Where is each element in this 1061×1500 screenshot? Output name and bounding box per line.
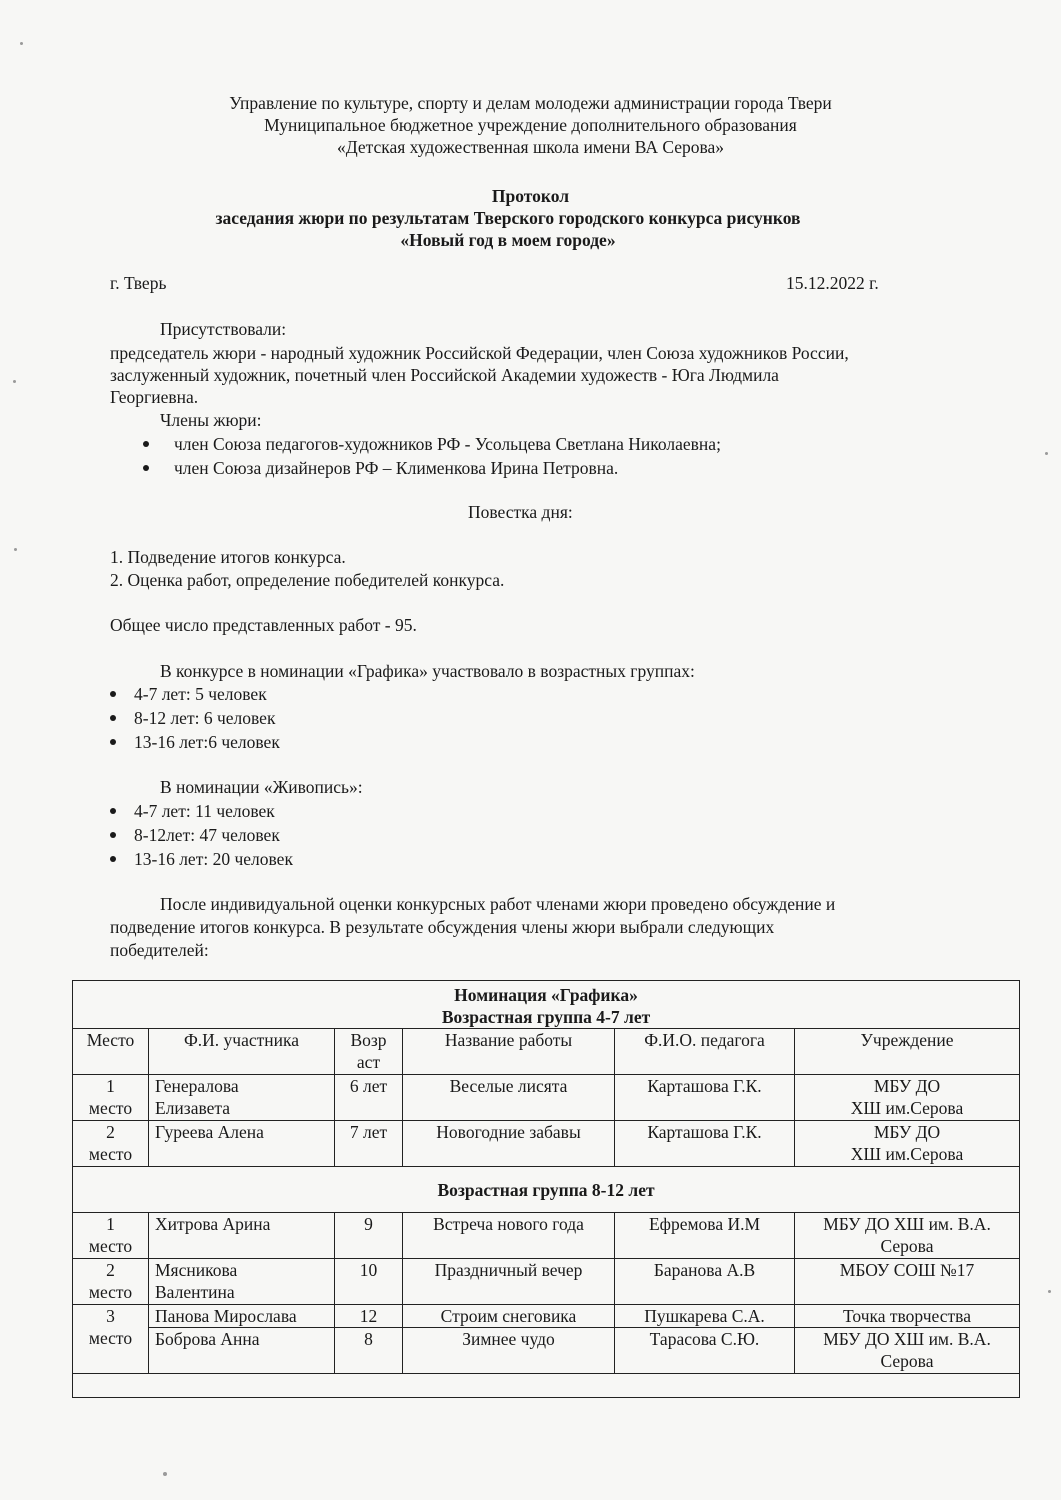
cell-teacher: Карташова Г.К. bbox=[615, 1121, 795, 1167]
table-header-row bbox=[73, 1029, 1020, 1075]
agenda-title: Повестка дня: bbox=[468, 502, 573, 522]
date-text: 15.12.2022 г. bbox=[786, 273, 879, 293]
header-place: Место bbox=[73, 1029, 149, 1075]
graphics-group-item bbox=[110, 731, 280, 753]
cell-age: 7 лет bbox=[335, 1121, 403, 1167]
cell-name: Гуреева Алена bbox=[149, 1121, 335, 1167]
agenda-item: 1. Подведение итогов конкурса. bbox=[110, 547, 346, 567]
header-institution: Учреждение bbox=[795, 1029, 1020, 1075]
cell-institution: МБУ ДО ХШ им. В.А. Серова bbox=[795, 1213, 1020, 1259]
header-line-3: «Детская художественная школа имени ВА Серова» bbox=[336, 137, 725, 157]
header-line-2: Муниципальное бюджетное учреждение дополнительного образования bbox=[264, 115, 797, 135]
scan-speck bbox=[1045, 452, 1048, 455]
member-item bbox=[143, 433, 721, 455]
header-age: Возр аст bbox=[335, 1029, 403, 1075]
bullet-icon bbox=[143, 465, 149, 471]
title-line-3: «Новый год в моем городе» bbox=[400, 230, 616, 250]
cell-institution: Точка творчества bbox=[795, 1305, 1020, 1328]
conclusion-line-3: победителей: bbox=[110, 940, 209, 960]
table-row bbox=[73, 1259, 1020, 1305]
chair-line-3: Георгиевна. bbox=[110, 387, 199, 407]
cell-place: 1 место bbox=[73, 1213, 149, 1259]
painting-group-item bbox=[110, 824, 280, 846]
table-row bbox=[73, 1305, 1020, 1328]
cell-work: Зимнее чудо bbox=[403, 1328, 615, 1374]
cell-place: 2 место bbox=[73, 1259, 149, 1305]
group-text: 13-16 лет:6 человек bbox=[134, 732, 280, 752]
group-text: 8-12лет: 47 человек bbox=[134, 825, 280, 845]
chair-line-2: заслуженный художник, почетный член Российской Академии художеств - Юга Людмила bbox=[110, 365, 779, 385]
painting-intro: В номинации «Живопись»: bbox=[160, 777, 363, 797]
painting-group-item bbox=[110, 800, 275, 822]
cell-name: Мясникова Валентина bbox=[149, 1259, 335, 1305]
cell-work: Новогодние забавы bbox=[403, 1121, 615, 1167]
header-name: Ф.И. участника bbox=[149, 1029, 335, 1075]
age-group-title: Возрастная группа 8-12 лет bbox=[73, 1167, 1020, 1213]
table-row bbox=[73, 1075, 1020, 1121]
conclusion-line-1: После индивидуальной оценки конкурсных работ членами жюри проведено обсуждение и bbox=[160, 894, 836, 914]
table-row bbox=[73, 1121, 1020, 1167]
nomination-title: Номинация «Графика» bbox=[454, 985, 638, 1005]
cell-work: Строим снеговика bbox=[403, 1305, 615, 1328]
cell-institution: МБУ ДО ХШ им.Серова bbox=[795, 1121, 1020, 1167]
cell-work: Встреча нового года bbox=[403, 1213, 615, 1259]
cell-age: 6 лет bbox=[335, 1075, 403, 1121]
cell-name: Генералова Елизавета bbox=[149, 1075, 335, 1121]
group-text: 13-16 лет: 20 человек bbox=[134, 849, 293, 869]
member-item bbox=[143, 457, 618, 479]
header-work: Название работы bbox=[403, 1029, 615, 1075]
total-works-text: Общее число представленных работ - 95. bbox=[110, 615, 417, 635]
scan-speck bbox=[13, 380, 16, 383]
graphics-group-item bbox=[110, 683, 267, 705]
age-group-row bbox=[73, 1167, 1020, 1213]
title-line-2: заседания жюри по результатам Тверского городского конкурса рисунков bbox=[215, 208, 801, 228]
header-line-1: Управление по культуре, спорту и делам молодежи администрации города Твери bbox=[229, 93, 832, 113]
title-line-1: Протокол bbox=[491, 186, 570, 206]
painting-group-item bbox=[110, 848, 293, 870]
cell-institution: МБУ ДО ХШ им. В.А. Серова bbox=[795, 1328, 1020, 1374]
cell-teacher: Карташова Г.К. bbox=[615, 1075, 795, 1121]
table-row bbox=[73, 1213, 1020, 1259]
cell-name: Панова Мирослава bbox=[149, 1305, 335, 1328]
graphics-intro: В конкурсе в номинации «Графика» участвовало в возрастных группах: bbox=[160, 661, 695, 681]
table-row bbox=[73, 1328, 1020, 1374]
empty-row bbox=[73, 1374, 1020, 1398]
bullet-icon bbox=[110, 832, 116, 838]
cell-age: 8 bbox=[335, 1328, 403, 1374]
cell-teacher: Пушкарева С.А. bbox=[615, 1305, 795, 1328]
bullet-icon bbox=[110, 715, 116, 721]
graphics-group-item bbox=[110, 707, 275, 729]
cell-age: 9 bbox=[335, 1213, 403, 1259]
results-table bbox=[72, 980, 1020, 1398]
cell-name: Хитрова Арина bbox=[149, 1213, 335, 1259]
cell-work: Праздничный вечер bbox=[403, 1259, 615, 1305]
scan-speck bbox=[20, 42, 23, 45]
cell-teacher: Тарасова С.Ю. bbox=[615, 1328, 795, 1374]
bullet-icon bbox=[110, 856, 116, 862]
bullet-icon bbox=[110, 691, 116, 697]
group-text: 4-7 лет: 11 человек bbox=[134, 801, 275, 821]
cell-institution: МБУ ДО ХШ им.Серова bbox=[795, 1075, 1020, 1121]
nomination-header-row bbox=[73, 981, 1020, 1029]
cell-place: 2 место bbox=[73, 1121, 149, 1167]
group-text: 8-12 лет: 6 человек bbox=[134, 708, 276, 728]
member-text: член Союза педагогов-художников РФ - Усольцева Светлана Николаевна; bbox=[174, 434, 721, 454]
bullet-icon bbox=[143, 441, 149, 447]
document-title bbox=[0, 185, 1061, 251]
bullet-icon bbox=[110, 808, 116, 814]
cell-teacher: Ефремова И.М bbox=[615, 1213, 795, 1259]
conclusion-line-2: подведение итогов конкурса. В результате обсуждения члены жюри выбрали следующих bbox=[110, 917, 775, 937]
cell-age: 10 bbox=[335, 1259, 403, 1305]
scan-speck bbox=[14, 548, 17, 551]
header-teacher: Ф.И.О. педагога bbox=[615, 1029, 795, 1075]
bullet-icon bbox=[110, 739, 116, 745]
cell-place: 3 место bbox=[73, 1305, 149, 1374]
cell-name: Боброва Анна bbox=[149, 1328, 335, 1374]
scan-speck bbox=[1048, 1290, 1051, 1293]
age-group-title: Возрастная группа 4-7 лет bbox=[441, 1007, 651, 1027]
cell-institution: МБОУ СОШ №17 bbox=[795, 1259, 1020, 1305]
nomination-cell bbox=[73, 981, 1020, 1029]
cell-age: 12 bbox=[335, 1305, 403, 1328]
members-label: Члены жюри: bbox=[160, 410, 262, 430]
document-header bbox=[0, 92, 1061, 158]
member-text: член Союза дизайнеров РФ – Клименкова Ирина Петровна. bbox=[174, 458, 619, 478]
agenda-item: 2. Оценка работ, определение победителей конкурса. bbox=[110, 570, 505, 590]
attended-label: Присутствовали: bbox=[160, 319, 287, 339]
chair-line-1: председатель жюри - народный художник Российской Федерации, член Союза художников России, bbox=[110, 343, 849, 363]
cell-place: 1 место bbox=[73, 1075, 149, 1121]
empty-cell bbox=[73, 1374, 1020, 1398]
cell-teacher: Баранова А.В bbox=[615, 1259, 795, 1305]
scan-speck bbox=[163, 1472, 167, 1476]
cell-work: Веселые лисята bbox=[403, 1075, 615, 1121]
place-text: г. Тверь bbox=[110, 273, 167, 293]
group-text: 4-7 лет: 5 человек bbox=[134, 684, 267, 704]
